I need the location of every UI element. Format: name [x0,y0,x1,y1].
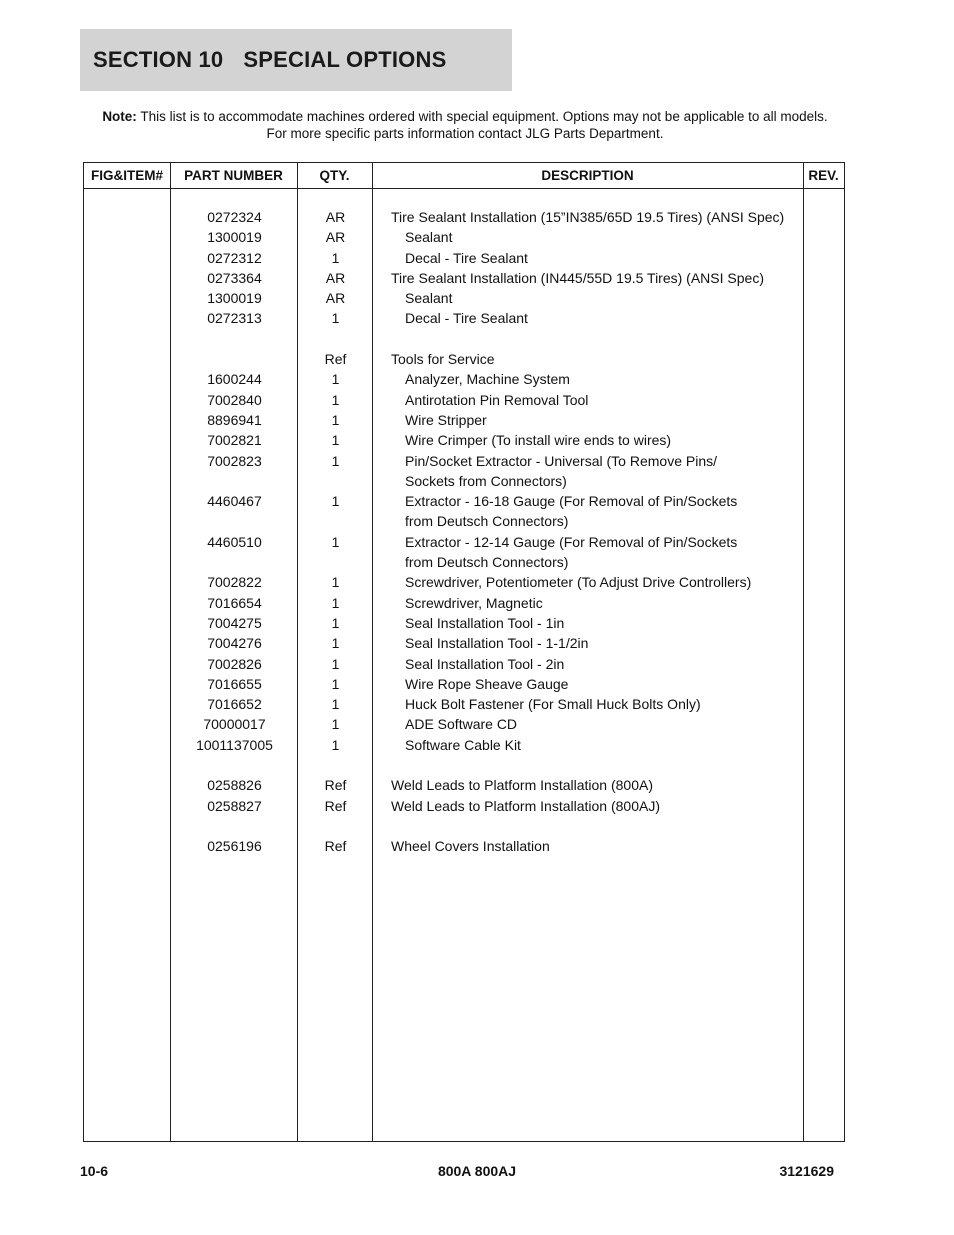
description-cell: Analyzer, Machine System [405,371,570,388]
table-row [84,613,844,633]
table-row [84,410,844,430]
table-row [84,674,844,694]
qty-cell: 1 [331,716,340,733]
qty-cell: 1 [331,493,340,510]
part-number-cell: 0272313 [207,310,262,327]
part-number-cell: 7002823 [207,452,262,469]
qty-cell: Ref [324,797,347,814]
table-row [84,390,844,410]
table-row [84,308,844,328]
part-number-cell: 7002826 [207,655,262,672]
description-cell: Screwdriver, Magnetic [405,594,543,611]
part-number-cell: 7016652 [207,696,262,713]
description-cell: Weld Leads to Platform Installation (800A) [391,777,653,794]
description-cell: Wire Rope Sheave Gauge [405,675,569,692]
section-number: SECTION 10 [93,47,224,72]
qty-cell: Ref [324,838,347,855]
table-row [84,694,844,714]
header-divider [84,188,844,189]
table-row [84,207,844,227]
description-cell: Extractor - 16-18 Gauge (For Removal of Pin/Sockets [405,493,738,510]
table-row [84,369,844,389]
qty-cell: 1 [331,594,340,611]
qty-cell: AR [325,290,346,307]
table-row [84,796,844,816]
table-row [84,451,844,471]
qty-cell: 1 [331,249,340,266]
table-row [84,755,844,775]
table-row [84,572,844,592]
table-row [84,268,844,288]
doc-number: 3121629 [779,1163,834,1179]
table-row [84,511,844,531]
description-cell: Seal Installation Tool - 1-1/2in [405,635,589,652]
description-cell: Seal Installation Tool - 1in [405,614,565,631]
table-row [84,775,844,795]
col-header-part-number: PART NUMBER [184,168,283,183]
table-row [84,248,844,268]
page-number: 10-6 [80,1163,109,1179]
qty-cell: Ref [324,777,347,794]
part-number-cell: 0272312 [207,249,262,266]
description-cell: ADE Software CD [405,716,518,733]
table-row [84,471,844,491]
col-header-rev: REV. [808,168,839,183]
qty-cell: 1 [331,432,340,449]
description-cell: Seal Installation Tool - 2in [405,655,565,672]
part-number-cell: 1600244 [207,371,262,388]
table-row [84,816,844,836]
part-number-cell: 0273364 [207,269,262,286]
table-row [84,288,844,308]
table-row [84,633,844,653]
model-name: 800A 800AJ [437,1163,517,1179]
parts-table [83,162,845,1142]
part-number-cell: 8896941 [207,411,262,428]
col-header-description: DESCRIPTION [541,168,634,183]
table-body [84,207,844,857]
qty-cell: 1 [331,675,340,692]
description-cell: Wheel Covers Installation [391,838,550,855]
section-header [80,29,512,91]
part-number-cell: 7004276 [207,635,262,652]
part-number-cell: 1300019 [207,290,262,307]
part-number-cell: 7002840 [207,391,262,408]
qty-cell: 1 [331,736,340,753]
qty-cell: AR [325,209,346,225]
part-number-cell: 7002821 [207,432,262,449]
table-row [84,349,844,369]
qty-cell: 1 [331,371,340,388]
description-cell: Sealant [405,290,453,307]
col-header-qty: QTY. [319,168,350,183]
qty-cell: 1 [331,533,340,550]
part-number-cell: 7002822 [207,574,262,591]
note-label: Note: [102,109,137,124]
qty-cell: 1 [331,614,340,631]
description-cell: Decal - Tire Sealant [405,310,528,327]
qty-cell: 1 [331,696,340,713]
part-number-cell: 70000017 [203,716,266,733]
part-number-cell: 0258826 [207,777,262,794]
description-cell: Extractor - 12-14 Gauge (For Removal of Pin/Sockets [405,533,738,550]
description-cell: Software Cable Kit [405,736,521,753]
part-number-cell: 7016654 [207,594,262,611]
qty-cell: 1 [331,655,340,672]
table-row [84,552,844,572]
qty-cell: AR [325,269,346,286]
description-cell: from Deutsch Connectors) [405,554,569,571]
part-number-cell: 4460467 [207,493,262,510]
part-number-cell: 0258827 [207,797,262,814]
description-cell: Screwdriver, Potentiometer (To Adjust Drive Controllers) [405,574,752,591]
part-number-cell: 4460510 [207,533,262,550]
qty-cell: AR [325,229,346,246]
table-row [84,836,844,856]
qty-cell: 1 [331,574,340,591]
description-cell: Decal - Tire Sealant [405,249,528,266]
qty-cell: 1 [331,391,340,408]
description-cell: Wire Stripper [405,411,487,428]
part-number-cell: 0256196 [207,838,262,855]
part-number-cell: 1300019 [207,229,262,246]
table-row [84,430,844,450]
table-row [84,329,844,349]
qty-cell: 1 [331,452,340,469]
qty-cell: 1 [331,310,340,327]
table-row [84,532,844,552]
table-row [84,491,844,511]
qty-cell: Ref [324,351,347,368]
description-cell: Weld Leads to Platform Installation (800AJ) [391,797,660,814]
description-cell: Tire Sealant Installation (15”IN385/65D 19.5 Tires) (ANSI Spec) [391,209,785,225]
note-text: This list is to accommodate machines ordered with special equipment. Options may not be applicable to all models. For more specific parts information contact JLG Parts Department. [136,109,828,141]
description-cell: Pin/Socket Extractor - Universal (To Remove Pins/ [405,452,717,469]
table-row [84,735,844,755]
part-number-cell: 1001137005 [196,736,273,753]
col-header-fig-item: FIG&ITEM# [90,168,163,183]
table-row [84,593,844,613]
part-number-cell: 7016655 [207,675,262,692]
description-cell: Sockets from Connectors) [405,472,567,489]
description-cell: Sealant [405,229,453,246]
table-row [84,654,844,674]
description-cell: Huck Bolt Fastener (For Small Huck Bolts Only) [405,696,701,713]
qty-cell: 1 [331,635,340,652]
part-number-cell: 0272324 [207,209,262,225]
table-row [84,227,844,247]
description-cell: Antirotation Pin Removal Tool [405,391,589,408]
part-number-cell: 7004275 [207,614,262,631]
description-cell: Wire Crimper (To install wire ends to wires) [405,432,672,449]
section-title: SPECIAL OPTIONS [243,47,447,72]
description-cell: from Deutsch Connectors) [405,513,569,530]
description-cell: Tools for Service [391,351,495,368]
qty-cell: 1 [331,411,340,428]
description-cell: Tire Sealant Installation (IN445/55D 19.5 Tires) (ANSI Spec) [391,269,764,286]
table-row [84,714,844,734]
note [100,108,830,142]
